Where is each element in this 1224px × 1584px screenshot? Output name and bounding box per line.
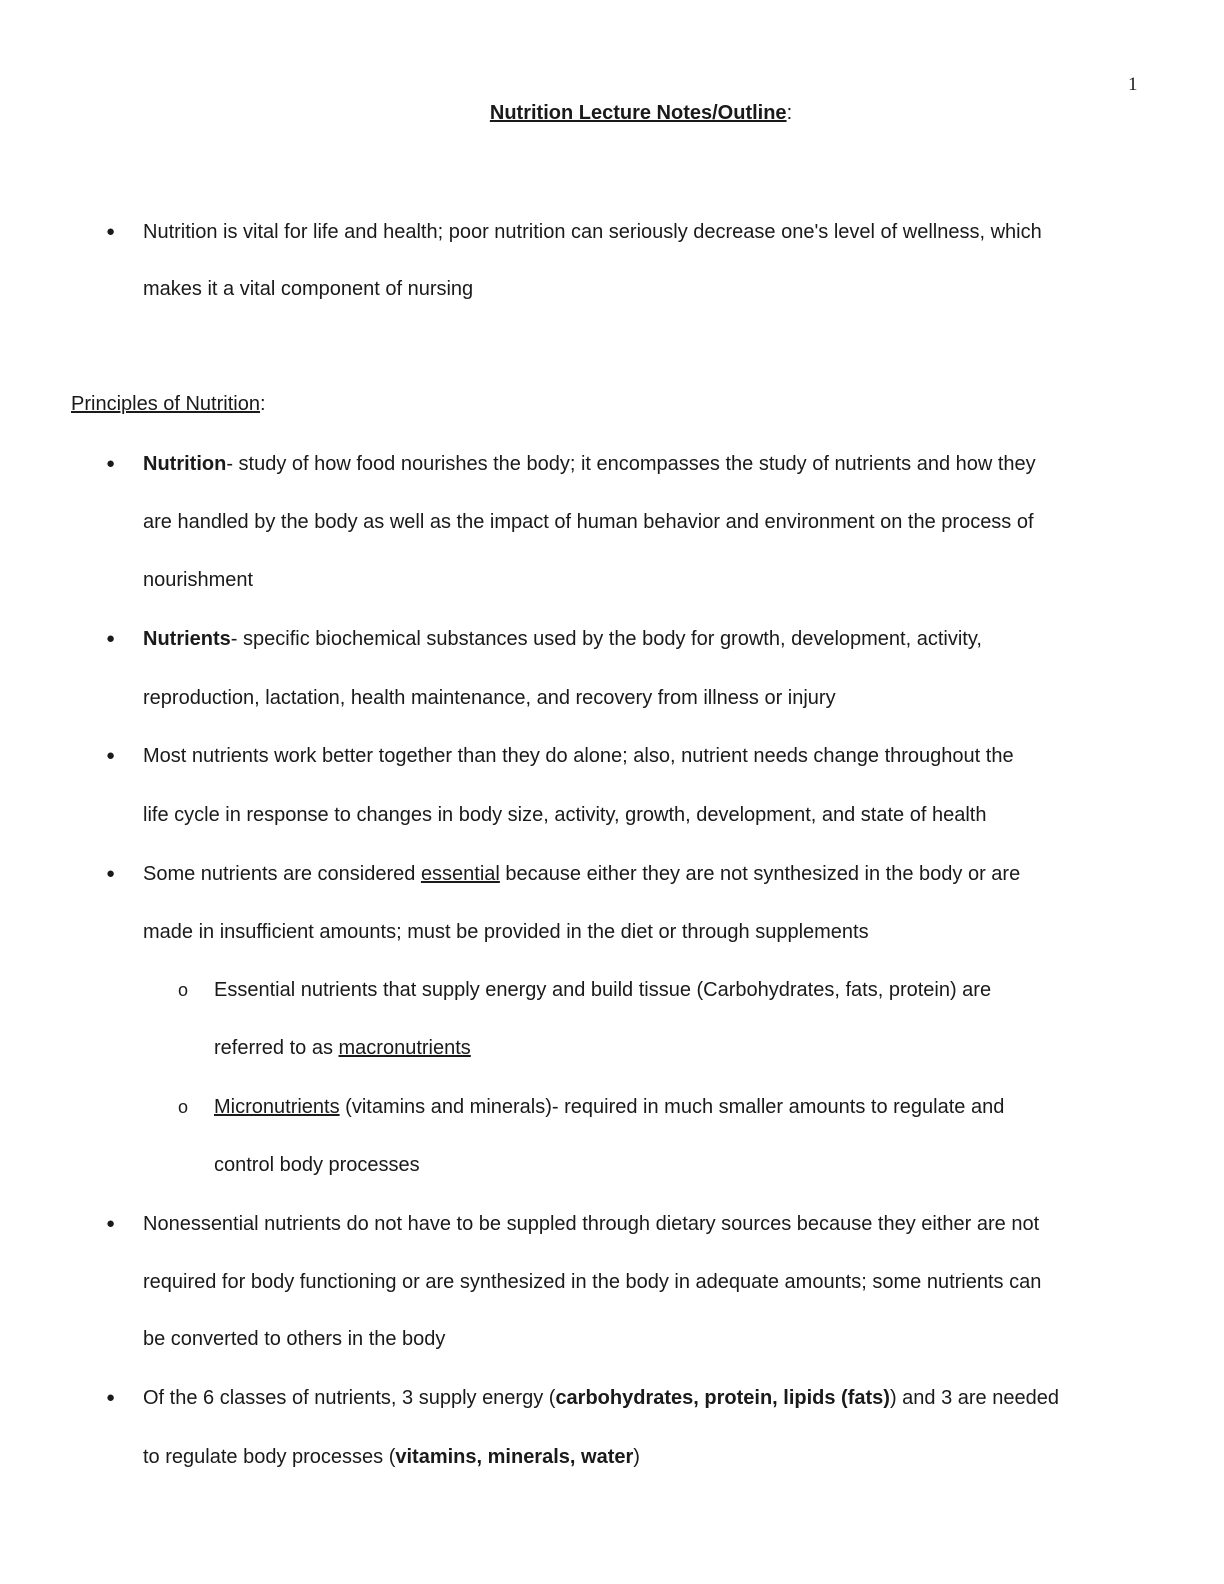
section-heading-text: Principles of Nutrition (71, 393, 260, 415)
regulate-suffix: ) (633, 1446, 640, 1468)
section-heading (71, 391, 266, 417)
nutrition-line-2: are handled by the body as well as the impact of human behavior and environment on the process of (143, 511, 1034, 533)
essential-prefix: Some nutrients are considered (143, 863, 421, 885)
bullet-marker: ● (106, 223, 116, 240)
essential-line-1 (143, 861, 1020, 887)
classes-suffix: ) and 3 are needed (889, 1387, 1059, 1409)
nutrition-term: Nutrition (143, 453, 227, 475)
essential-rest: because either they are not synthesized in the body or are (499, 863, 1021, 885)
together-line-2: life cycle in response to changes in body size, activity, growth, development, and state of health (143, 804, 987, 826)
nonessential-line-3: be converted to others in the body (143, 1328, 446, 1350)
intro-line-1: Nutrition is vital for life and health; poor nutrition can seriously decrease one's level of wellness, which (143, 221, 1042, 243)
essential-term: essential (420, 863, 500, 885)
macro-line-2 (214, 1035, 471, 1061)
classes-prefix: Of the 6 classes of nutrients, 3 supply energy ( (143, 1387, 556, 1409)
classes-line-2 (143, 1444, 640, 1470)
micro-line-1 (214, 1094, 1004, 1120)
nutrition-line-3: nourishment (143, 569, 254, 591)
sub-bullet-marker: o (178, 1097, 189, 1117)
bullet-marker: ● (106, 630, 116, 647)
sub-bullet-marker: o (178, 980, 189, 1000)
page-number: 1 (1128, 74, 1138, 95)
macro-line-1: Essential nutrients that supply energy and build tissue (Carbohydrates, fats, protein) are (214, 979, 992, 1001)
page-title (0, 102, 1224, 125)
micro-line-2: control body processes (214, 1154, 420, 1176)
regulate-prefix: to regulate body processes ( (143, 1446, 396, 1468)
micro-rest: (vitamins and minerals)- required in much smaller amounts to regulate and (339, 1096, 1005, 1118)
intro-line-2: makes it a vital component of nursing (143, 278, 474, 300)
energy-terms: carbohydrates, protein, lipids (fats) (555, 1387, 890, 1409)
micro-term: Micronutrients (214, 1096, 340, 1118)
section-heading-suffix: : (259, 393, 266, 415)
bullet-marker: ● (106, 865, 116, 882)
nutrition-line-1 (143, 451, 1036, 477)
nutrients-def: - specific biochemical substances used by the body for growth, development, activity, (230, 628, 982, 650)
nonessential-line-2: required for body functioning or are synthesized in the body in adequate amounts; some nutrients can (143, 1271, 1042, 1293)
essential-line-2: made in insufficient amounts; must be provided in the diet or through supplements (143, 921, 869, 943)
together-line-1: Most nutrients work better together than they do alone; also, nutrient needs change throughout the (143, 745, 1014, 767)
nutrition-def: - study of how food nourishes the body; it encompasses the study of nutrients and how they (226, 453, 1036, 475)
bullet-marker: ● (106, 1389, 116, 1406)
title-suffix: : (786, 102, 793, 124)
nutrients-term: Nutrients (143, 628, 231, 650)
nutrients-line-1 (143, 626, 982, 652)
bullet-marker: ● (106, 1215, 116, 1232)
nutrients-line-2: reproduction, lactation, health maintenance, and recovery from illness or injury (143, 687, 836, 709)
title-text: Nutrition Lecture Notes/Outline (489, 102, 787, 124)
regulate-terms: vitamins, minerals, water (395, 1446, 634, 1468)
classes-line-1 (143, 1385, 1059, 1411)
bullet-marker: ● (106, 747, 116, 764)
bullet-marker: ● (106, 455, 116, 472)
macro-prefix: referred to as (214, 1037, 339, 1059)
macro-term: macronutrients (338, 1037, 471, 1059)
nonessential-line-1: Nonessential nutrients do not have to be suppled through dietary sources because they either are not (143, 1213, 1040, 1235)
